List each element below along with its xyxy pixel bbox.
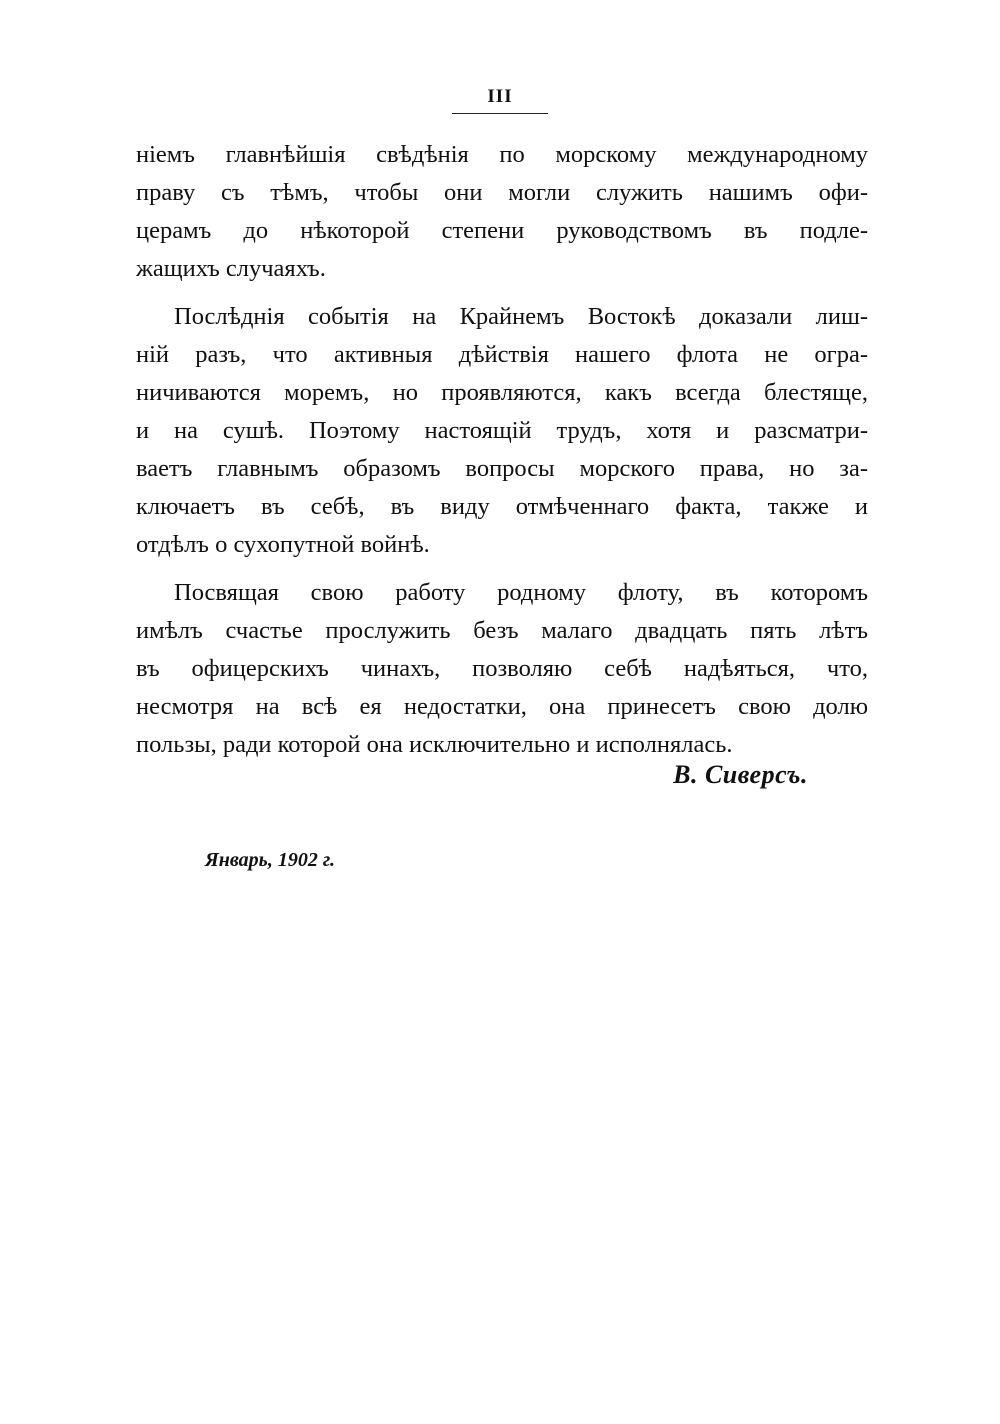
- paragraph-3: [136, 574, 868, 764]
- text-line: церамъ до нѣкоторой степени руководствомъ въ подле-: [136, 217, 868, 244]
- text-line: нiй разъ, что активныя дѣйствiя нашего флота не огра-: [136, 341, 868, 368]
- page-number: III: [487, 86, 513, 107]
- text-line: жащихъ случаяхъ.: [136, 255, 326, 282]
- text-line: нiемъ главнѣйшiя свѣдѣнiя по морскому международному: [136, 141, 868, 168]
- text-line: пользы, ради которой она исключительно и исполнялась.: [136, 731, 733, 758]
- text-line: Посвящая свою работу родному флоту, въ которомъ: [174, 579, 868, 606]
- text-line: ваетъ главнымъ образомъ вопросы морского права, но за-: [136, 455, 868, 482]
- paragraph-1: [136, 136, 868, 288]
- text-line: ключаетъ въ себѣ, въ виду отмѣченнаго факта, также и: [136, 493, 868, 520]
- page-number-rule: [452, 113, 548, 114]
- date-line: Январь, 1902 г.: [205, 849, 335, 871]
- text-line: отдѣлъ о сухопутной войнѣ.: [136, 531, 430, 558]
- text-line: ничиваются моремъ, но проявляются, какъ всегда блестяще,: [136, 379, 868, 406]
- text-line: въ офицерскихъ чинахъ, позволяю себѣ надѣяться, что,: [136, 655, 868, 682]
- paragraph-2: [136, 298, 868, 564]
- text-line: несмотря на всѣ ея недостатки, она принесетъ свою долю: [136, 693, 868, 720]
- text-line: и на сушѣ. Поэтому настоящiй трудъ, хотя и разсматри-: [136, 417, 868, 444]
- text-line: Послѣднiя событiя на Крайнемъ Востокѣ доказали лиш-: [174, 303, 868, 330]
- paragraph-gap: [136, 564, 868, 574]
- signature: В. Сиверсъ.: [673, 760, 808, 789]
- text-line: имѣлъ счастье прослужить безъ малаго двадцать пять лѣтъ: [136, 617, 868, 644]
- body-text: [136, 136, 868, 764]
- text-line: праву съ тѣмъ, чтобы они могли служить нашимъ офи-: [136, 179, 868, 206]
- paragraph-gap: [136, 288, 868, 298]
